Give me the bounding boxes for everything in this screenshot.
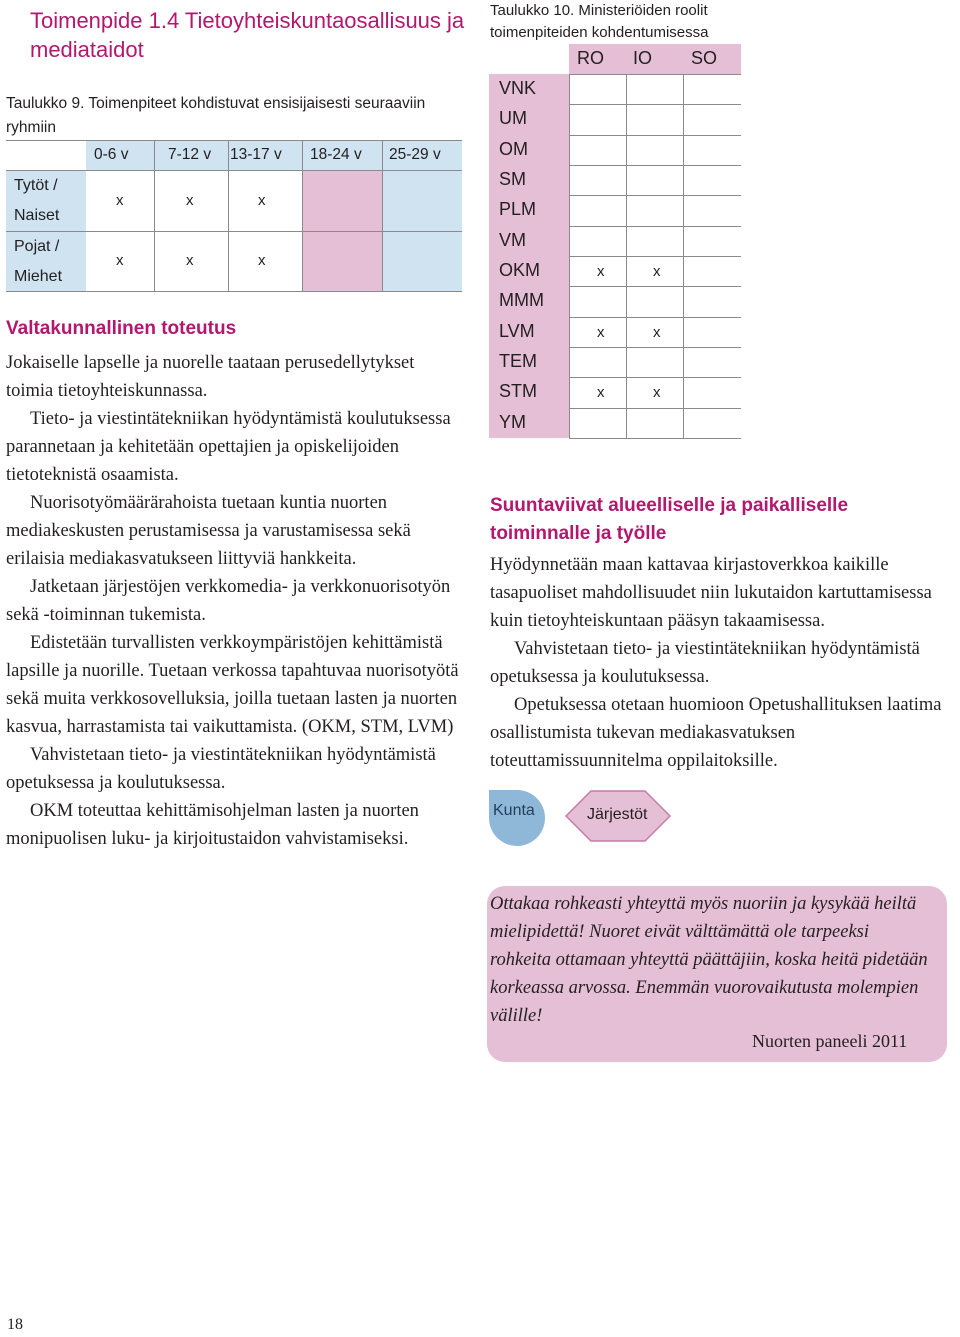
table10-ministry-7: MMM	[499, 290, 544, 311]
kunta-badge	[489, 790, 545, 846]
left-paragraph-0: Jokaiselle lapselle ja nuorelle taataan perusedellytykset toimia tietoyhteiskunnassa.	[6, 353, 415, 401]
table9-row-0-label-line1: Tytöt /	[14, 177, 58, 194]
table9-row-0-label-line2: Naiset	[14, 207, 60, 224]
left-paragraph-5: Vahvistetaan tieto- ja viestintätekniikan hyödyntämistä opetuksessa ja koulutuksessa.	[6, 745, 436, 793]
jarjestot-badge	[565, 790, 671, 842]
table9-row-1-mark-1: x	[186, 252, 194, 269]
table10-ministry-10: STM	[499, 381, 537, 402]
table9-row-1-label	[6, 232, 86, 292]
table10-row-6-mark-0: x	[597, 262, 605, 280]
table9-row-0-mark-0: x	[116, 192, 124, 209]
jarjestot-badge-label: Järjestöt	[587, 806, 648, 823]
quote-text: Ottakaa rohkeasti yhteyttä myös nuoriin ja kysykää heiltä mielipidettä! Nuoret eivät välttämättä ole tarpeeksi rohkeita ottamaan yhteyttä päättäjiin, koska heitä pidetään korkeassa arvossa. Enemmän vuorovaikutusta molempien välille!	[490, 894, 928, 1026]
table10-ministry-2: OM	[499, 138, 528, 159]
table9-col-0: 0-6 v	[94, 146, 129, 163]
table10-col-2: SO	[691, 48, 718, 68]
left-paragraph-2: Nuorisotyömäärärahoista tuetaan kuntia nuorten mediakeskusten perustamisessa ja varustamisessa sekä erilaisia mediakasvatukseen liittyviä hankkeita.	[6, 493, 411, 569]
right-paragraph-0: Hyödynnetään maan kattavaa kirjastoverkkoa kaikille tasapuoliset mahdollisuudet niin lukutaidon kartuttamisessa kuin tietoyhteiskuntaan pääsyn takaamisessa.	[490, 555, 932, 631]
table10-caption-line1: Taulukko 10. Ministeriöiden roolit	[490, 2, 708, 19]
table10-ministry-0: VNK	[499, 78, 537, 98]
table10-row-6-mark-1: x	[653, 262, 661, 280]
table10	[489, 44, 741, 438]
left-body	[6, 349, 462, 853]
table9-row-1-label-line2: Miehet	[14, 268, 63, 285]
table10-row-10-mark-0: x	[597, 384, 605, 402]
table9-row-1-mark-2: x	[258, 252, 266, 269]
table10-ministry-5: VM	[499, 229, 526, 250]
table9-caption: Taulukko 9. Toimenpiteet kohdistuvat ensisijaisesti seuraaviin ryhmiin	[6, 95, 426, 136]
table10-header	[569, 44, 741, 74]
kunta-badge-label: Kunta	[493, 802, 535, 819]
left-paragraph-6: OKM toteuttaa kehittämisohjelman lasten ja nuorten monipuolisen luku- ja kirjoitustaidon vahvistamiseksi.	[6, 801, 419, 849]
table10-caption	[490, 0, 790, 44]
left-paragraph-3: Jatketaan järjestöjen verkkomedia- ja verkkonuorisotyön sekä -toiminnan tukemista.	[6, 577, 451, 625]
table10-ministry-1: UM	[499, 108, 527, 129]
table9	[6, 140, 462, 292]
table10-row-10-mark-1: x	[653, 384, 661, 402]
table10-ministry-9: TEM	[499, 350, 537, 371]
left-paragraph-4: Edistetään turvallisten verkkoympäristöjen kehittämistä lapsille ja nuorille. Tuetaan verkossa tapahtuvaa nuorisotyötä sekä muita verkkosovelluksia, joilla tuetaan lasten ja nuorten kasvua, harrastamista tai vaikuttamista. (OKM, STM, LVM)	[6, 633, 459, 737]
table9-row-0-mark-2: x	[258, 192, 266, 209]
table10-col-0: RO	[577, 48, 604, 68]
table9-col-1: 7-12 v	[168, 146, 212, 163]
table9-row-0-label	[6, 171, 86, 231]
table9-row-0-mark-1: x	[186, 192, 194, 209]
table9-row-1-mark-0: x	[116, 252, 124, 269]
table10-ministry-4: PLM	[499, 199, 537, 220]
table10-row-8-mark-1: x	[653, 323, 661, 341]
quote-source: Nuorten paneeli 2011	[752, 1031, 908, 1051]
table9-header	[86, 140, 462, 170]
table9-row-1-label-line1: Pojat /	[14, 238, 60, 255]
table9-col-2: 13-17 v	[230, 146, 282, 163]
table10-ministry-6: OKM	[499, 259, 541, 280]
left-paragraph-1: Tieto- ja viestintätekniikan hyödyntämistä koulutuksessa parannetaan ja kehitetään opettajien ja opiskelijoiden tietoteknistä osaamista.	[6, 409, 451, 485]
page-number: 18	[7, 1316, 23, 1333]
table10-ministry-3: SM	[499, 168, 526, 189]
left-heading: Valtakunnallinen toteutus	[6, 318, 237, 339]
table10-ministry-11: YM	[499, 411, 526, 432]
right-paragraph-2: Opetuksessa otetaan huomioon Opetushallituksen laatima osallistumista tukevan mediakasvatuksen toteuttamissuunnitelma oppilaitoksille.	[490, 695, 942, 771]
table10-ministry-8: LVM	[499, 320, 535, 341]
table10-row-8-mark-0: x	[597, 323, 605, 341]
table9-col-4: 25-29 v	[389, 146, 441, 163]
right-heading: Suuntaviivat alueelliselle ja paikalliselle toiminnalle ja työlle	[490, 495, 849, 544]
table9-col-3: 18-24 v	[310, 146, 362, 163]
right-paragraph-1: Vahvistetaan tieto- ja viestintätekniikan hyödyntämistä opetuksessa ja koulutuksessa.	[490, 639, 920, 687]
section-title: Toimenpide 1.4 Tietoyhteiskuntaosallisuus ja mediataidot	[30, 8, 465, 62]
table10-col-1: IO	[633, 48, 653, 68]
right-body	[490, 551, 946, 775]
table10-caption-line2: toimenpiteiden kohdentumisessa	[490, 24, 709, 41]
